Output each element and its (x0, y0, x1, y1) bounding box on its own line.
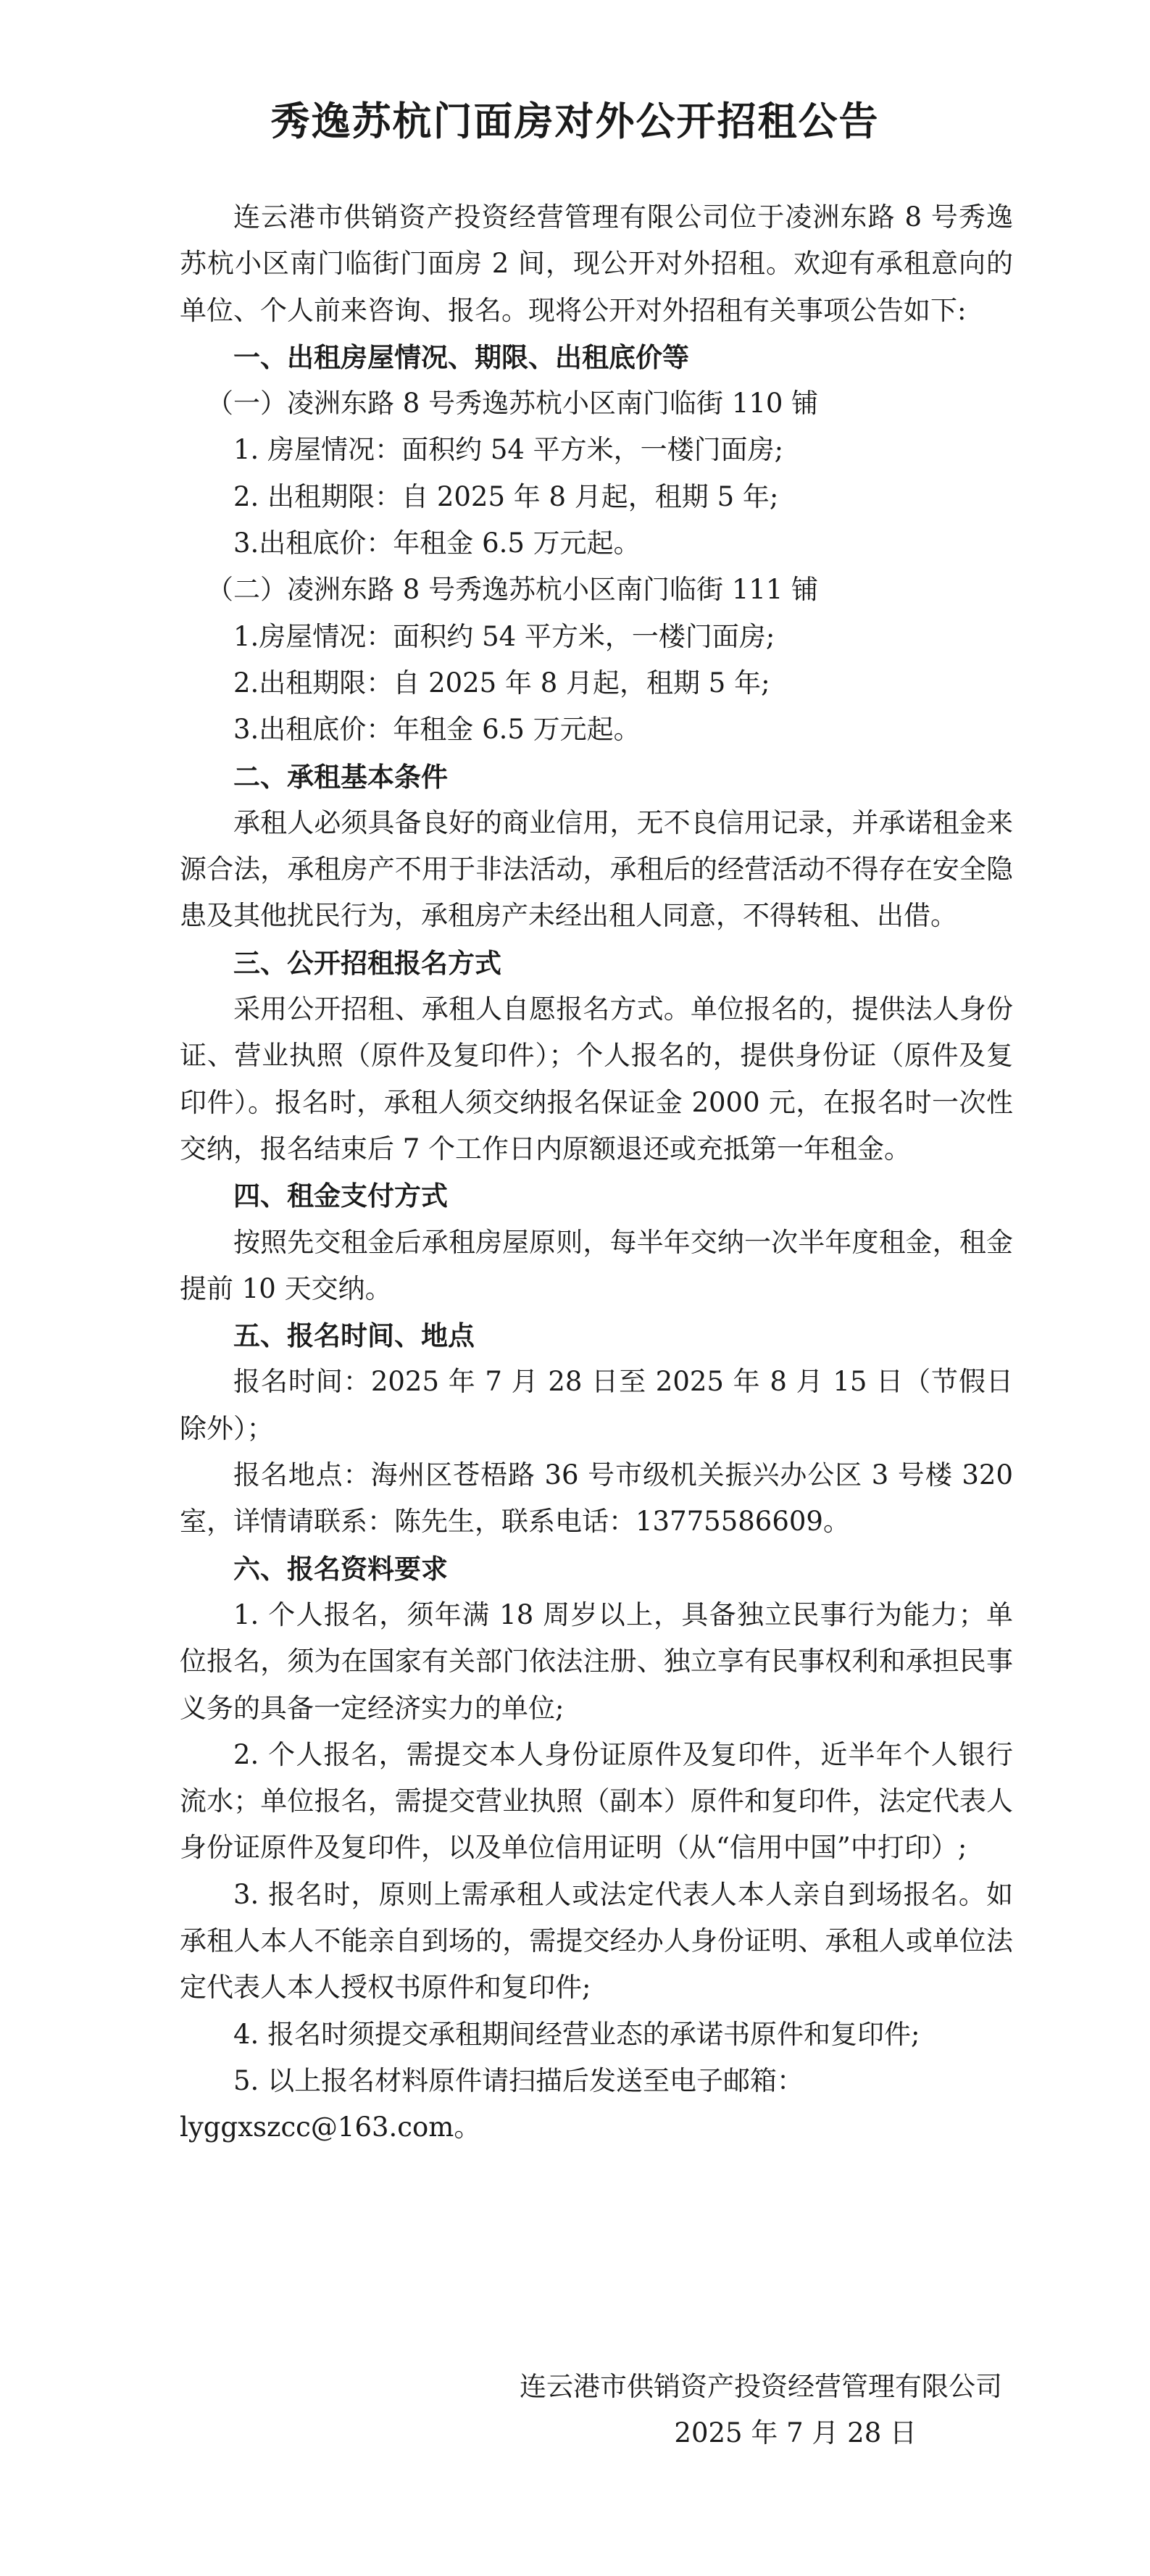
notice-body (180, 194, 1013, 2151)
section-2-text: 承租人必须具备良好的商业信用，无不良信用记录，并承诺租金来源合法，承租房产不用于非法活动，承租后的经营活动不得存在安全隐患及其他扰民行为，承租房产未经出租人同意，不得转租、出借。 (180, 806, 1013, 932)
registration-time: 报名时间：2025 年 7 月 28 日至 2025 年 8 月 15 日（节假日除外）； (180, 1366, 1013, 1444)
shop-110-title: （一）凌洲东路 8 号秀逸苏杭小区南门临街 110 铺 (207, 388, 819, 420)
section-heading-6: 六、报名资料要求 (233, 1552, 448, 1585)
shop-111-item-3: 3.出租底价：年租金 6.5 万元起。 (233, 714, 641, 746)
shop-110-item-1: 1. 房屋情况：面积约 54 平方米，一楼门面房; (233, 434, 784, 466)
section-heading-1: 一、出租房屋情况、期限、出租底价等 (233, 341, 689, 373)
requirement-item-3: 3. 报名时，原则上需承租人或法定代表人本人亲自到场报名。如承租人本人不能亲自到场的，需提交经办人身份证明、承租人或单位法定代表人本人授权书原件和复印件; (180, 1878, 1013, 2004)
section-heading-5: 五、报名时间、地点 (233, 1320, 475, 1352)
intro-paragraph: 连云港市供销资产投资经营管理有限公司位于凌洲东路 8 号秀逸苏杭小区南门临街门面房 2 间，现公开对外招租。欢迎有承租意向的单位、个人前来咨询、报名。现将公开对外招租有关事项公告如下: (180, 201, 1013, 326)
shop-110-item-3: 3.出租底价：年租金 6.5 万元起。 (233, 528, 641, 559)
section-heading-3: 三、公开招租报名方式 (233, 946, 501, 979)
section-heading-4: 四、租金支付方式 (233, 1180, 448, 1212)
requirement-item-5: 5. 以上报名材料原件请扫描后发送至电子邮箱： (233, 2064, 804, 2096)
signature-company: 连云港市供销资产投资经营管理有限公司 (520, 2371, 1002, 2402)
section-4-text: 按照先交租金后承租房屋原则，每半年交纳一次半年度租金，租金提前 10 天交纳。 (180, 1226, 1013, 1304)
shop-111-item-2: 2.出租期限：自 2025 年 8 月起，租期 5 年; (233, 667, 770, 699)
signature-date: 2025 年 7 月 28 日 (674, 2417, 917, 2448)
page-title: 秀逸苏杭门面房对外公开招租公告 (270, 98, 880, 144)
section-heading-2: 二、承租基本条件 (233, 760, 448, 793)
shop-111-item-1: 1.房屋情况：面积约 54 平方米，一楼门面房; (233, 620, 775, 652)
shop-111-title: （二）凌洲东路 8 号秀逸苏杭小区南门临街 111 铺 (207, 574, 819, 606)
requirement-item-1: 1. 个人报名，须年满 18 周岁以上，具备独立民事行为能力；单位报名，须为在国家有关部门依法注册、独立享有民事权利和承担民事义务的具备一定经济实力的单位; (180, 1598, 1013, 1724)
section-3-text: 采用公开招租、承租人自愿报名方式。单位报名的，提供法人身份证、营业执照（原件及复印件）；个人报名的，提供身份证（原件及复印件）。报名时，承租人须交纳报名保证金 2000 元，在报名时一次性交纳，报名结束后 7 个工作日内原额退还或充抵第一年租金。 (180, 993, 1013, 1164)
shop-110-item-2: 2. 出租期限：自 2025 年 8 月起，租期 5 年; (233, 480, 779, 512)
requirement-item-4: 4. 报名时须提交承租期间经营业态的承诺书原件和复印件; (233, 2018, 920, 2050)
registration-place: 报名地点：海州区苍梧路 36 号市级机关振兴办公区 3 号楼 320 室，详情请联系：陈先生，联系电话：13775586609。 (180, 1459, 1013, 1538)
requirement-item-2: 2. 个人报名，需提交本人身份证原件及复印件，近半年个人银行流水；单位报名，需提交营业执照（副本）原件和复印件，法定代表人身份证原件及复印件，以及单位信用证明（从“信用中国”中打印）; (180, 1738, 1013, 1864)
signature-block (180, 2364, 1002, 2456)
contact-email: lyggxszcc@163.com。 (180, 2112, 481, 2143)
